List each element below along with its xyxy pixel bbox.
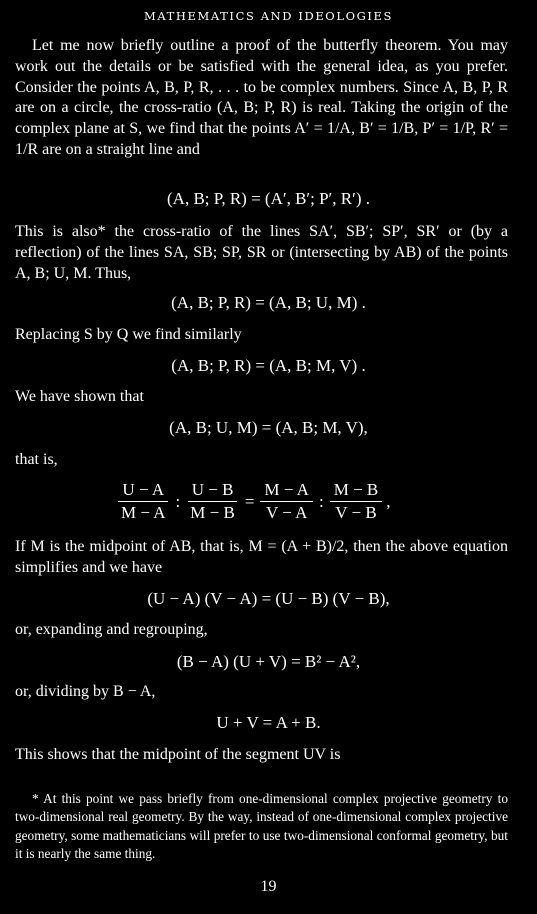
paragraph-replacing: Replacing S by Q we find similarly (15, 326, 242, 343)
fraction-4-denominator: V − B (335, 503, 377, 522)
fraction-1-denominator: M − A (121, 503, 166, 522)
equation-cross-ratio-1: (A, B; P, R) = (A′, B′; P′, R′) . (167, 189, 370, 208)
fraction-3-denominator: V − A (265, 503, 308, 522)
fraction-1 (117, 480, 170, 523)
trailing-comma: , (386, 491, 391, 511)
equals-sign: = (244, 491, 255, 511)
paragraph-proof-intro: Let me now briefly outline a proof of the butterfly theorem. You may work out the details or be satisfied with the general idea, as you prefer. Consider the points A, B, P, R, . . . to be complex numbers. Since A, B, P, R are on a circle, the cross-ratio (A, B; P, R) is real. Taking the origin of the complex plane at S, we find that the points A′ = 1/A, B′ = 1/B, P′ = 1/P, R′ = 1/R are on a straight line and (15, 37, 508, 158)
equation-sum: U + V = A + B. (216, 713, 321, 732)
paragraph-dividing: or, dividing by B − A, (15, 683, 156, 700)
fraction-2-numerator: U − B (188, 480, 238, 502)
fraction-3-numerator: M − A (260, 480, 313, 502)
fraction-2 (186, 480, 239, 523)
equation-cross-ratio-4: (A, B; U, M) = (A, B; M, V), (169, 418, 368, 437)
paragraph-that-is: that is, (15, 451, 58, 468)
fraction-4 (330, 480, 383, 523)
paragraph-expanding: or, expanding and regrouping, (15, 621, 208, 638)
ratio-colon-2: : (318, 491, 324, 511)
equation-cross-ratio-3: (A, B; P, R) = (A, B; M, V) . (171, 356, 366, 375)
fraction-2-denominator: M − B (190, 503, 235, 522)
paragraph-cross-ratio-lines: This is also* the cross-ratio of the lines SA′, SB′; SP′, SR′ or (by a reflection) of the lines SA, SB; SP, SR or (intersecting by AB) of the points A, B; U, M. Thus, (15, 223, 508, 282)
fraction-3 (260, 480, 313, 523)
paragraph-shown: We have shown that (15, 388, 144, 405)
paragraph-conclusion: This shows that the midpoint of the segment UV is (15, 746, 341, 763)
ratio-colon-1: : (175, 491, 181, 511)
footnote: * At this point we pass briefly from one-dimensional complex projective geometry to two-dimensional real geometry. By the way, instead of one-dimensional complex projective geometry, some mathematicians will prefer to use two-dimensional conformal geometry, but it is nearly the same thing. (15, 791, 508, 861)
paragraph-midpoint: If M is the midpoint of AB, that is, M = (A + B)/2, then the above equation simplifies and we have (15, 538, 508, 576)
equation-product-1: (U − A) (V − A) = (U − B) (V − B), (147, 589, 390, 608)
fraction-equation (117, 480, 391, 523)
running-header: MATHEMATICS AND IDEOLOGIES (143, 9, 394, 23)
equation-product-2: (B − A) (U + V) = B² − A², (176, 652, 361, 671)
fraction-1-numerator: U − A (118, 480, 168, 502)
fraction-4-numerator: M − B (330, 480, 383, 502)
equation-cross-ratio-2: (A, B; P, R) = (A, B; U, M) . (171, 293, 366, 312)
page-number: 19 (260, 878, 277, 895)
